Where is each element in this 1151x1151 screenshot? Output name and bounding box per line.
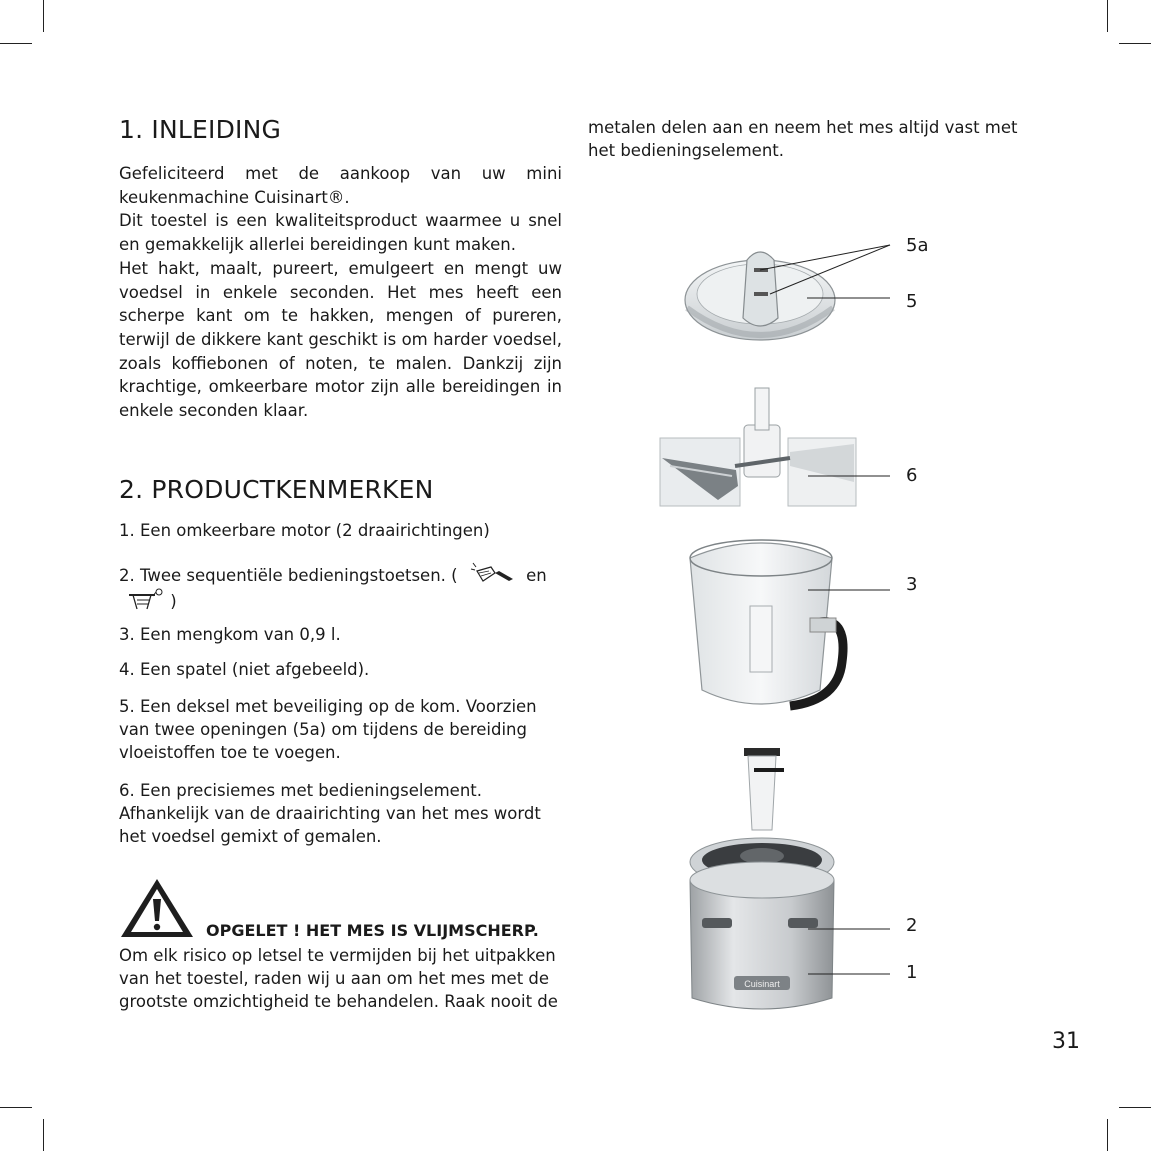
motor-base [690, 748, 834, 1009]
intro-paragraph-2: Dit toestel is een kwaliteitsproduct waarmee u snel en gemakkelijk allerlei bereidingen kunt maken. [119, 211, 562, 255]
product-illustration [640, 230, 940, 1030]
intro-paragraph-1: Gefeliciteerd met de aankoop van uw mini keukenmachine Cuisinart®. [119, 164, 562, 207]
feature-item-2-close: ) [170, 592, 177, 611]
grind-mode-icon [125, 587, 165, 613]
page-number: 31 [1052, 1029, 1080, 1054]
warning-title: OPGELET ! HET MES IS VLIJMSCHERP. [206, 921, 539, 940]
intro-body [119, 162, 562, 423]
feature-item-3: 3. Een mengkom van 0,9 l. [119, 625, 341, 644]
callout-3: 3 [906, 574, 918, 595]
lid [685, 252, 835, 340]
warning-triangle-icon [119, 877, 195, 939]
feature-item-4: 4. Een spatel (niet afgebeeld). [119, 660, 370, 679]
intro-paragraph-3: Het hakt, maalt, pureert, emulgeert en mengt uw voedsel in enkele seconden. Het mes heeft een scherpe kant om te hakken, mengen of pureren, terwijl de dikkere kant geschikt is om harder voedsel, zoals koffiebonen of noten, te malen. Dankzij zijn krachtige, omkeerbare motor zijn alle bereidingen in enkele seconden klaar. [119, 258, 562, 421]
callout-5a: 5a [906, 235, 929, 256]
brand-label: Cuisinart [744, 979, 780, 989]
features-heading: 2. PRODUCTKENMERKEN [119, 475, 434, 504]
feature-item-2-text: 2. Twee sequentiële bedieningstoetsen. ( [119, 566, 458, 585]
feature-item-1: 1. Een omkeerbare motor (2 draairichtingen) [119, 521, 490, 540]
bowl [690, 540, 843, 706]
callout-1: 1 [906, 962, 918, 983]
blade-assembly [660, 388, 856, 506]
callout-2: 2 [906, 915, 918, 936]
right-column-text: metalen delen aan en neem het mes altijd vast met het bedieningselement. [588, 118, 1018, 160]
intro-heading: 1. INLEIDING [119, 115, 282, 144]
feature-item-2 [119, 561, 562, 613]
chop-mode-icon [469, 561, 515, 587]
feature-item-5: 5. Een deksel met beveiliging op de kom. Voorzien van twee openingen (5a) om tijdens de bereiding vloeistoffen toe te voegen. [119, 697, 537, 762]
feature-item-6: 6. Een precisiemes met bedieningselement. Afhankelijk van de draairichting van het mes wordt het voedsel gemixt of gemalen. [119, 781, 541, 846]
callout-6: 6 [906, 465, 918, 486]
feature-item-2-and: en [526, 566, 547, 585]
warning-text: Om elk risico op letsel te vermijden bij het uitpakken van het toestel, raden wij u aan om het mes met de grootste omzichtigheid te behandelen. Raak nooit de [119, 946, 558, 1011]
callout-5: 5 [906, 291, 918, 312]
